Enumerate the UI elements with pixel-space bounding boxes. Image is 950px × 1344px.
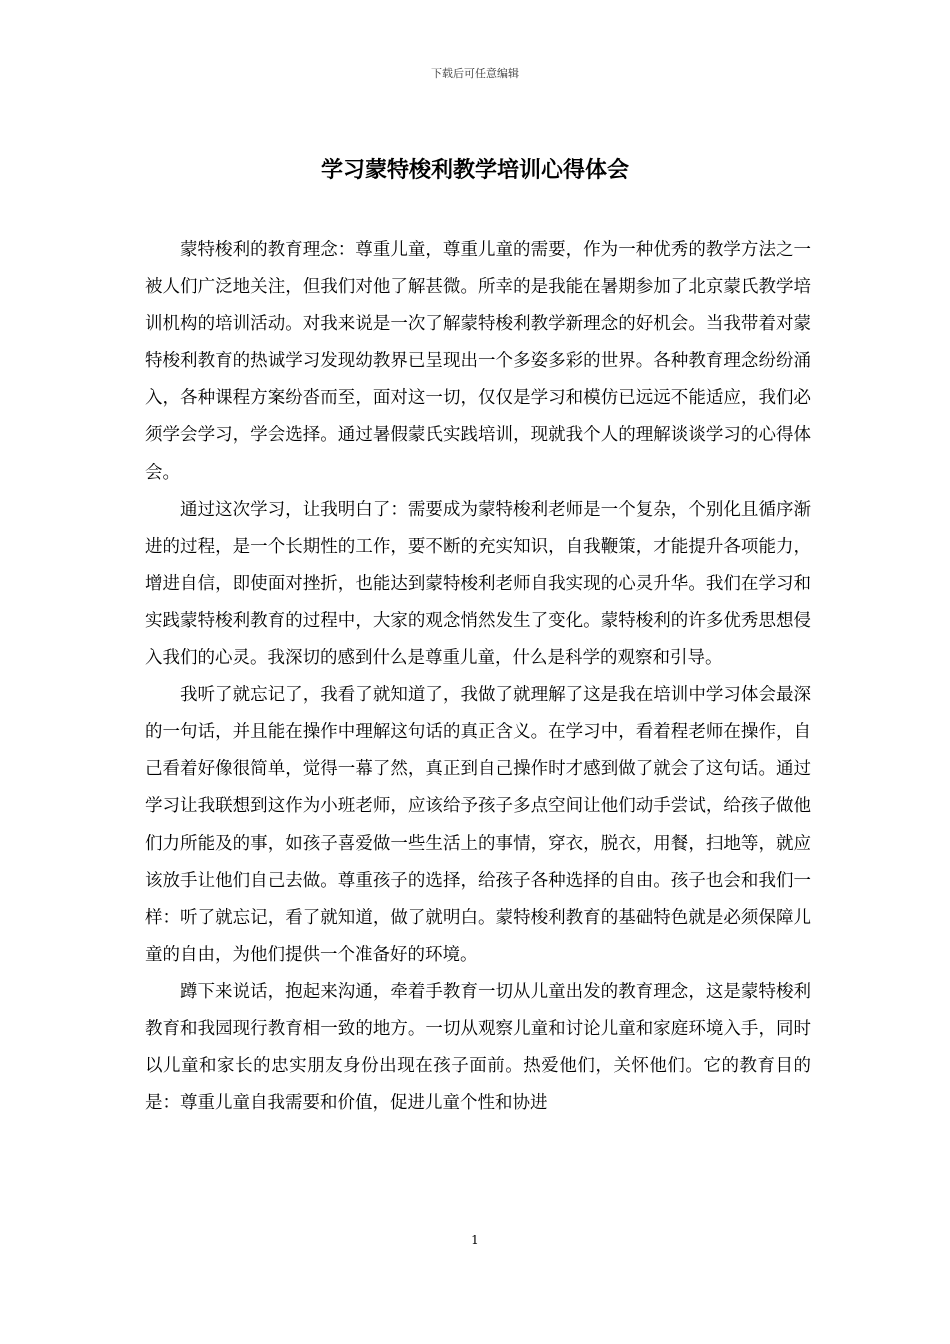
paragraph: 蒙特梭利的教育理念：尊重儿童，尊重儿童的需要，作为一种优秀的教学方法之一被人们广泛地关注，但我们对他了解甚微。所幸的是我能在暑期参加了北京蒙氏教学培训机构的培训活动。对我来说是一次了解蒙特梭利教学新理念的好机会。当我带着对蒙特梭利教育的热诚学习发现幼教界已呈现出一个多姿多彩的世界。各种教育理念纷纷涌入，各种课程方案纷沓而至，面对这一切，仅仅是学习和模仿已远远不能适应，我们必须学会学习，学会选择。通过暑假蒙氏实践培训，现就我个人的理解谈谈学习的心得体会。 <box>145 240 811 483</box>
paragraph: 蹲下来说话，抱起来沟通，牵着手教育一切从儿童出发的教育理念，这是蒙特梭利教育和我园现行教育相一致的地方。一切从观察儿童和讨论儿童和家庭环境入手，同时以儿童和家长的忠实朋友身份出现在孩子面前。热爱他们，关怀他们。它的教育目的是：尊重儿童自我需要和价值，促进儿童个性和协进 <box>145 981 811 1114</box>
paragraph: 通过这次学习，让我明白了：需要成为蒙特梭利老师是一个复杂，个别化且循序渐进的过程，是一个长期性的工作，要不断的充实知识，自我鞭策，才能提升各项能力，增进自信，即使面对挫折，也能达到蒙特梭利老师自我实现的心灵升华。我们在学习和实践蒙特梭利教育的过程中，大家的观念悄然发生了变化。蒙特梭利的许多优秀思想侵入我们的心灵。我深切的感到什么是尊重儿童，什么是科学的观察和引导。 <box>145 499 811 669</box>
page-header: 下载后可任意编辑 <box>431 67 519 80</box>
paragraph: 我听了就忘记了，我看了就知道了，我做了就理解了这是我在培训中学习体会最深的一句话，并且能在操作中理解这句话的真正含义。在学习中，看着程老师在操作，自己看着好像很简单，觉得一幕了然，真正到自己操作时才感到做了就会了这句话。通过学习让我联想到这作为小班老师，应该给予孩子多点空间让他们动手尝试，给孩子做他们力所能及的事，如孩子喜爱做一些生活上的事情，穿衣，脱衣，用餐，扫地等，就应该放手让他们自己去做。尊重孩子的选择，给孩子各种选择的自由。孩子也会和我们一样：听了就忘记，看了就知道，做了就明白。蒙特梭利教育的基础特色就是必须保障儿童的自由，为他们提供一个准备好的环境。 <box>145 685 811 965</box>
page-number: 1 <box>471 1233 479 1247</box>
document-title: 学习蒙特梭利教学培训心得体会 <box>320 157 629 183</box>
document-body <box>145 232 811 1122</box>
